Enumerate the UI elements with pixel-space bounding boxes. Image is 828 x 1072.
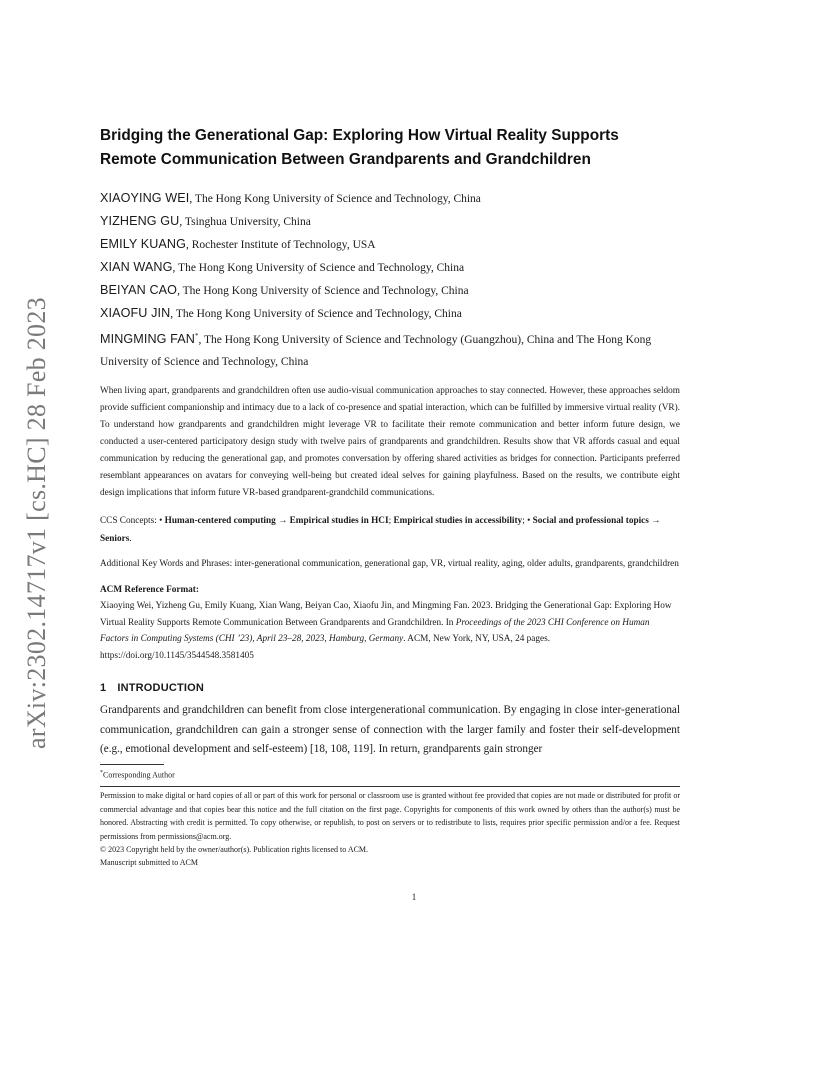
author bbox=[100, 302, 680, 325]
reference-part: . ACM, New York, NY, USA, 24 pages. https://doi.org/10.1145/3544548.3581405 bbox=[100, 634, 551, 662]
author bbox=[100, 279, 680, 302]
permission-text: Permission to make digital or hard copies of all or part of this work for personal or classroom use is granted without fee provided that copies are not made or distributed for profit or commercial advantage and that copies bear this notice and the full citation on the first page. Copyrights for components of this work owned by others than the author(s) must be honored. Abstracting with credit is permitted. To copy otherwise, or republish, to post on servers or to redistribute to lists, requires prior specific permission and/or a fee. Request permissions from permissions@acm.org. bbox=[100, 791, 680, 841]
reference-heading: ACM Reference Format: bbox=[100, 584, 199, 595]
ccs-separator: ; bbox=[388, 515, 394, 526]
author-affiliation: , Rochester Institute of Technology, USA bbox=[186, 239, 376, 251]
ccs-concept: Empirical studies in HCI bbox=[289, 515, 389, 526]
author-list bbox=[100, 187, 680, 373]
author bbox=[100, 187, 680, 210]
author-name: MINGMING FAN bbox=[100, 331, 195, 346]
arxiv-identifier-text: arXiv:2302.14717v1 [cs.HC] 28 Feb 2023 bbox=[22, 297, 51, 749]
author-affiliation: , Tsinghua University, China bbox=[179, 216, 311, 228]
author bbox=[100, 256, 680, 279]
ccs-concept: Social and professional topics bbox=[532, 515, 649, 526]
author bbox=[100, 325, 680, 373]
reference-venue: Proceedings of the 2023 CHI Conference on Human Factors in Computing Systems (CHI ’23), April 23–28, 2023, Hamburg, Germany bbox=[100, 617, 650, 645]
author-name: XIAOYING WEI bbox=[100, 191, 190, 205]
author bbox=[100, 233, 680, 256]
ccs-concept: Empirical studies in accessibility bbox=[393, 515, 523, 526]
author-name: YIZHENG GU bbox=[100, 214, 180, 228]
section-heading bbox=[100, 679, 680, 697]
author bbox=[100, 210, 680, 233]
footnote-mark: * bbox=[100, 769, 103, 776]
reference-text bbox=[100, 598, 680, 665]
permission-block bbox=[100, 789, 680, 869]
footnote bbox=[100, 767, 680, 782]
paper-page bbox=[100, 124, 680, 870]
introduction-paragraph: Grandparents and grandchildren can benefit from close intergenerational communication. By engaging in close inter-generational communication, grandchildren can gain a stronger sense of connection with the larger family and foster their self-development (e.g., emotional development and self-esteem) [18, 108, 119]. In return, grandparents gain stronger bbox=[100, 703, 680, 756]
author-name: BEIYAN CAO bbox=[100, 283, 178, 297]
arxiv-identifier bbox=[22, 288, 52, 758]
ccs-arrow: → bbox=[648, 515, 661, 526]
author-affiliation: , The Hong Kong University of Science and Technology (Guangzhou), China and The Hong Kong bbox=[198, 333, 652, 346]
abstract: When living apart, grandparents and grandchildren often use audio-visual communication approaches to stay connected. However, these approaches seldom provide sufficient companionship and intimacy due to a lack of co-presence and spatial interaction, which can be fulfilled by immersive virtual reality (VR). To understand how grandparents and grandchildren might leverage VR to facilitate their remote communication and better inform future design, we conducted a user-centered participatory design study with twelve pairs of grandparents and grandchildren. Results show that VR affords casual and equal communication by reducing the generational gap, and promotes conversation by offering shared activities as bridges for connection. Participants preferred resemblant appearances on avatars for conveying well-being but created ideal selves for gaining playfulness. Based on the results, we contribute eight design implications that inform future VR-based grandparent-grandchild communications. bbox=[100, 385, 680, 499]
author-affiliation: , The Hong Kong University of Science and Technology, China bbox=[177, 285, 469, 297]
title-line-1: Bridging the Generational Gap: Exploring How Virtual Reality Supports bbox=[100, 127, 619, 144]
author-name: XIAN WANG bbox=[100, 260, 173, 274]
ccs-separator: ; • bbox=[522, 515, 533, 526]
corresponding-mark: * bbox=[194, 332, 199, 340]
permission-rule bbox=[100, 786, 680, 787]
ccs-concept: Seniors bbox=[100, 533, 130, 544]
section-title: INTRODUCTION bbox=[117, 681, 205, 694]
title-line-2: Remote Communication Between Grandparents and Grandchildren bbox=[100, 151, 591, 168]
author-affiliation-continued: University of Science and Technology, China bbox=[100, 355, 309, 368]
reference-part: Xiaoying Wei, Yizheng Gu, Emily Kuang, Xian Wang, Beiyan Cao, Xiaofu Jin, and Mingming Fan. 2023. Bridging the Generational Gap: Exploring How Virtual Reality Supports Remote Communication Between Grandparents and Grandchildren. In bbox=[100, 600, 672, 628]
keywords: Additional Key Words and Phrases: inter-generational communication, generational gap, VR, virtual reality, aging, older adults, grandparents, grandchildren bbox=[100, 558, 679, 569]
author-affiliation: , The Hong Kong University of Science and Technology, China bbox=[189, 193, 481, 205]
ccs-concepts bbox=[100, 512, 680, 548]
page-number: 1 bbox=[411, 892, 417, 902]
footnote-text: Corresponding Author bbox=[103, 770, 175, 780]
author-affiliation: , The Hong Kong University of Science and Technology, China bbox=[172, 262, 465, 274]
copyright-text: © 2023 Copyright held by the owner/author(s). Publication rights licensed to ACM. bbox=[100, 844, 369, 854]
manuscript-note: Manuscript submitted to ACM bbox=[100, 858, 198, 868]
footnote-rule bbox=[100, 764, 164, 765]
section-number: 1 bbox=[100, 681, 107, 694]
ccs-end: . bbox=[129, 533, 132, 544]
author-name: EMILY KUANG bbox=[100, 237, 187, 251]
paper-title bbox=[100, 124, 680, 172]
ccs-concept: Human-centered computing bbox=[164, 515, 276, 526]
author-affiliation: , The Hong Kong University of Science and Technology, China bbox=[170, 308, 462, 320]
ccs-label: CCS Concepts: • bbox=[100, 515, 165, 526]
ccs-arrow: → bbox=[275, 515, 290, 526]
author-name: XIAOFU JIN bbox=[100, 306, 171, 320]
